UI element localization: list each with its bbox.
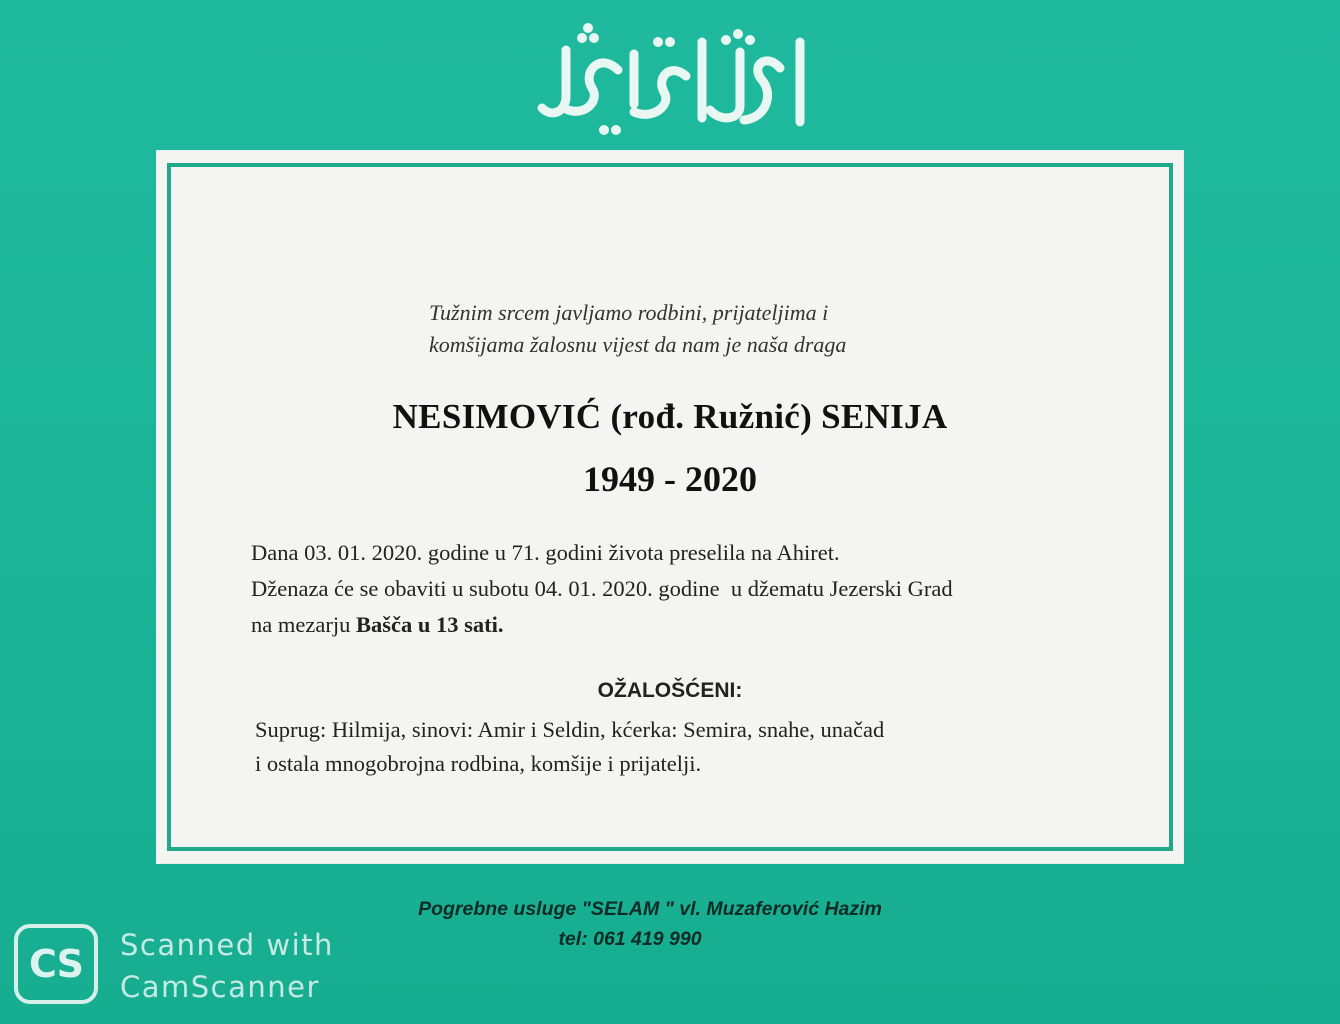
details-line-3-prefix: na mezarju	[251, 612, 356, 637]
funeral-service-phone: tel: 061 419 990	[558, 928, 702, 950]
watermark-line-1: Scanned with	[120, 928, 334, 962]
bereaved-heading: OŽALOŠĆENI:	[597, 679, 743, 702]
intro-line-2: komšijama žalosnu vijest da nam je naša draga	[429, 332, 847, 357]
watermark-line-2: CamScanner	[120, 970, 320, 1004]
camscanner-watermark	[14, 924, 374, 1014]
funeral-service-name: Pogrebne usluge "SELAM " vl. Muzaferović Hazim	[418, 898, 882, 920]
camscanner-logo-icon: CS	[14, 924, 98, 1004]
life-years: 1949 - 2020	[583, 459, 757, 499]
details-line-1: Dana 03. 01. 2020. godine u 71. godini života preselila na Ahiret.	[251, 540, 840, 565]
camscanner-text	[120, 924, 334, 1008]
funeral-service-footer	[300, 894, 1000, 954]
details-line-3	[251, 607, 1111, 643]
bereaved-line-2: i ostala mnogobrojna rodbina, komšije i prijatelji.	[255, 751, 702, 776]
bereaved-list	[255, 713, 1105, 781]
deceased-name: NESIMOVIĆ (rođ. Ružnić) SENIJA	[392, 397, 948, 436]
intro-line-1: Tužnim srcem javljamo rodbini, prijateljima i	[429, 300, 829, 325]
obituary-notice	[156, 150, 1184, 864]
details-line-2: Dženaza će se obaviti u subotu 04. 01. 2020. godine u džematu Jezerski Grad	[251, 576, 953, 601]
intro-text	[429, 297, 1129, 361]
funeral-details	[251, 535, 1111, 643]
arabic-calligraphy-logo	[530, 22, 820, 140]
burial-place-time: Bašča u 13 sati.	[355, 612, 504, 637]
bereaved-line-1: Suprug: Hilmija, sinovi: Amir i Seldin, kćerka: Semira, snahe, unačad	[255, 717, 885, 742]
